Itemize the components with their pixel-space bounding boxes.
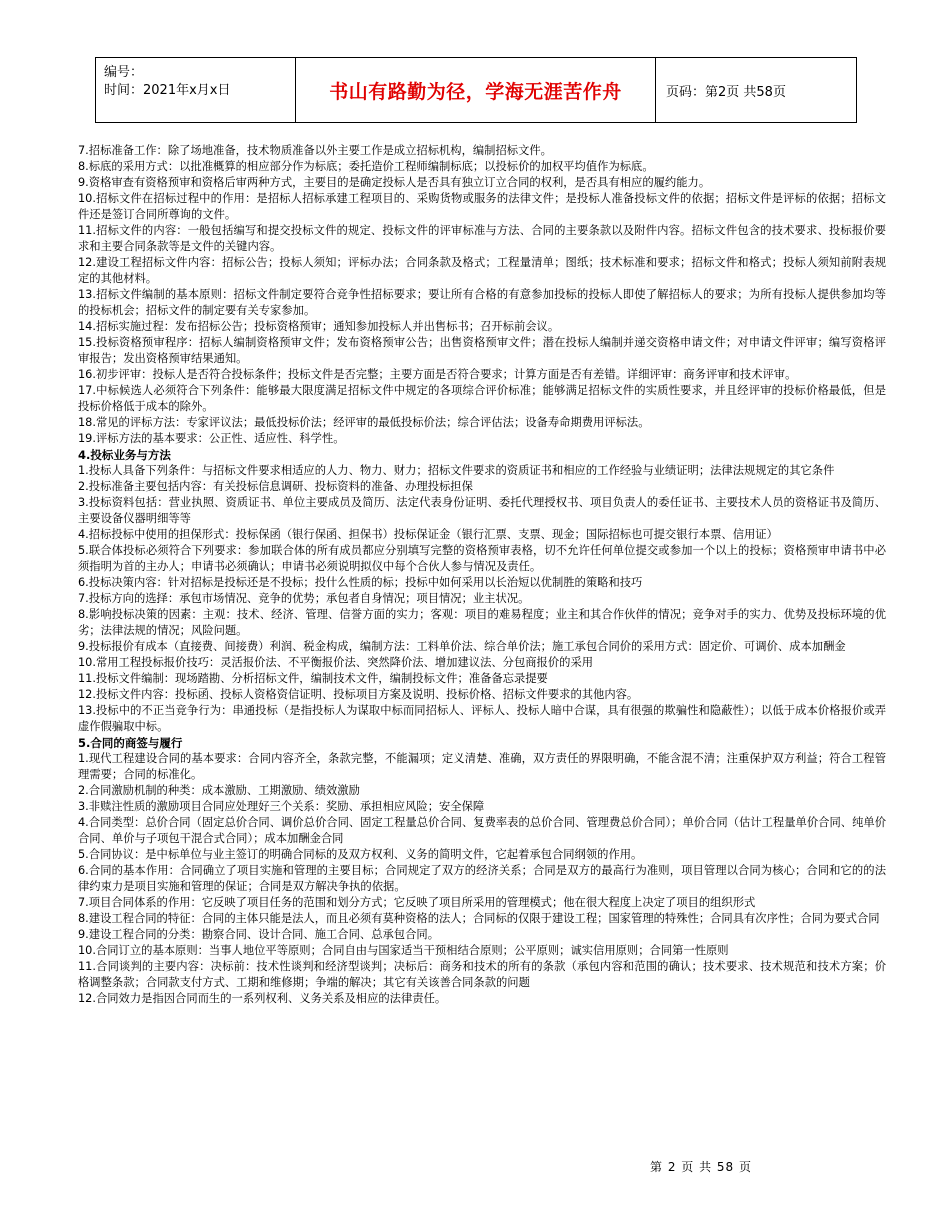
paragraph: 1.现代工程建设合同的基本要求：合同内容齐全，条款完整，不能漏项；定义清楚、准确，双方责任的界限明确，不能含混不清；注重保护双方利益；符合工程管理需要；合同的标准化。	[78, 752, 886, 781]
paragraph: 6.投标决策内容：针对招标是投标还是不投标；投什么性质的标；投标中如何采用以长治短以优制胜的策略和技巧	[78, 576, 643, 589]
paragraph: 10.招标文件在招标过程中的作用：是招标人招标承建工程项目的、采购货物或服务的法律文件；是投标人准备投标文件的依据；招标文件是评标的依据；招标文件还是签订合同所尊询的文件。	[78, 192, 886, 221]
paragraph: 13.投标中的不正当竞争行为：串通投标（是指投标人为谋取中标而同招标人、评标人、投标人暗中合谋，具有很强的欺骗性和隐蔽性）；以低于成本价格报价或弄虚作假骗取中标。	[78, 704, 886, 733]
paragraph: 12.投标文件内容：投标函、投标人资格资信证明、投标项目方案及说明、投标价格、招标文件要求的其他内容。	[78, 688, 639, 701]
paragraph: 2.投标准备主要包括内容：有关投标信息调研、投标资料的准备、办理投标担保	[78, 480, 473, 493]
paragraph: 8.建设工程合同的特征：合同的主体只能是法人，而且必须有莫种资格的法人；合同标的仅限于建设工程；国家管理的特殊性；合同具有次序性；合同为要式合同	[78, 912, 880, 925]
doc-code-label: 编号：	[104, 65, 144, 80]
paragraph: 16.初步评审：投标人是否符合投标条件；投标文件是否完整；主要方面是否符合要求；计算方面是否有差错。详细评审：商务评审和技术评审。	[78, 368, 797, 381]
paragraph: 10.合同订立的基本原则：当事人地位平等原则；合同自由与国家适当干预相结合原则；公平原则；诚实信用原则；合同第一性原则	[78, 944, 729, 957]
paragraph: 2.合同激励机制的种类：成本激励、工期激励、绩效激励	[78, 784, 360, 797]
paragraph: 7.投标方向的选择：承包市场情况、竞争的优势；承包者自身情况；项目情况；业主状况。	[78, 592, 530, 605]
doc-time-label: 时间：2021年x月x日	[104, 83, 231, 98]
paragraph: 4.招标投标中使用的担保形式：投标保函（银行保函、担保书）投标保证金（银行汇票、支票、现金；国际招标也可提交银行本票、信用证）	[78, 528, 778, 541]
section-heading: 5.合同的商签与履行	[78, 736, 183, 750]
paragraph: 4.合同类型：总价合同（固定总价合同、调价总价合同、固定工程量总价合同、复费率表的总价合同、管理费总价合同）；单价合同（估计工程量单价合同、纯单价合同、单价与子项包干混合式合同）；成本加酬金合同	[78, 816, 886, 845]
paragraph: 10.常用工程投标报价技巧：灵活报价法、不平衡报价法、突然降价法、增加建议法、分包商报价的采用	[78, 656, 594, 669]
paragraph: 12.建设工程招标文件内容：招标公告；投标人须知；评标办法；合同条款及格式；工程量清单；图纸；技术标准和要求；招标文件和格式；投标人须知前附表规定的其他材料。	[78, 256, 886, 285]
paragraph: 18.常见的评标方法：专家评议法；最低投标价法；经评审的最低投标价法；综合评估法；设备寿命期费用评标法。	[78, 416, 650, 429]
header-page-cell	[656, 58, 856, 122]
paragraph: 7.招标准备工作：除了场地准备，技术物质准备以外主要工作是成立招标机构，编制招标文件。	[78, 144, 552, 157]
header-motto-cell	[296, 58, 656, 122]
paragraph: 15.投标资格预审程序：招标人编制资格预审文件；发布资格预审公告；出售资格预审文件；潜在投标人编制并递交资格申请文件；对申请文件评审；编写资格评审报告；发出资格预审结果通知。	[78, 336, 886, 365]
paragraph: 6.合同的基本作用：合同确立了项目实施和管理的主要目标；合同规定了双方的经济关系；合同是双方的最高行为准则，项目管理以合同为核心；合同和它的的法律约束力是项目实施和管理的保证；合同是双方解决争执的依据。	[78, 864, 886, 893]
paragraph: 7.项目合同体系的作用：它反映了项目任务的范围和划分方式；它反映了项目所采用的管理模式；他在很大程度上决定了项目的组织形式	[78, 896, 756, 909]
paragraph: 8.影响投标决策的因素：主观：技术、经济、管理、信誉方面的实力；客观：项目的难易程度；业主和其合作伙伴的情况；竞争对手的实力、优势及投标环境的优劣；法律法规的情况；风险问题。	[78, 608, 886, 637]
paragraph: 9.投标报价有成本（直接费、间接费）利润、税金构成，编制方法：工料单价法、综合单价法；施工承包合同价的采用方式：固定价、可调价、成本加酬金	[78, 640, 846, 653]
paragraph: 11.投标文件编制：现场踏勘、分析招标文件，编制技术文件，编制投标文件；准备备忘录提要	[78, 672, 548, 685]
paragraph: 9.资格审查有资格预审和资格后审两种方式，主要目的是确定投标人是否具有独立订立合同的权利，是否具有相应的履约能力。	[78, 176, 711, 189]
paragraph: 17.中标候选人必须符合下列条件：能够最大限度满足招标文件中规定的各项综合评价标准；能够满足招标文件的实质性要求，并且经评审的投标价格最低，但是投标价格低于成本的除外。	[78, 384, 886, 413]
paragraph: 8.标底的采用方式：以批准概算的相应部分作为标底；委托造价工程师编制标底；以投标价的加权平均值作为标底。	[78, 160, 654, 173]
paragraph: 13.招标文件编制的基本原则：招标文件制定要符合竞争性招标要求；要让所有合格的有意参加投标的投标人即使了解招标人的要求；为所有投标人提供参加均等的投标机会；招标文件的制定要有关专家参加。	[78, 288, 886, 317]
paragraph: 11.招标文件的内容：一般包括编写和提交投标文件的规定、投标文件的评审标准与方法、合同的主要条款以及附件内容。招标文件包含的技术要求、投标报价要求和主要合同条款等是文件的关键内容。	[78, 224, 886, 253]
paragraph: 1.投标人具备下列条件：与招标文件要求相适应的人力、物力、财力；招标文件要求的资质证书和相应的工作经验与业绩证明；法律法规规定的其它条件	[78, 464, 835, 477]
header-motto: 书山有路勤为径，学海无涯苦作舟	[329, 80, 622, 103]
document-body	[78, 143, 886, 1007]
paragraph: 14.招标实施过程：发布招标公告；投标资格预审；通知参加投标人并出售标书；召开标前会议。	[78, 320, 560, 333]
paragraph: 11.合同谈判的主要内容：决标前：技术性谈判和经济型谈判；决标后：商务和技术的所有的条款（承包内容和范围的确认；技术要求、技术规范和技术方案；价格调整条款；合同款支付方式、工期和维修期；争端的解决；其它有关该善合同条款的问题	[78, 960, 886, 989]
paragraph: 3.非赎注性质的激励项目合同应处理好三个关系：奖励、承担相应风险；安全保障	[78, 800, 485, 813]
page-footer: 第 2 页 共 58 页	[650, 1160, 752, 1174]
paragraph: 5.联合体投标必须符合下列要求：参加联合体的所有成员都应分别填写完整的资格预审表格，切不允许任何单位提交或参加一个以上的投标；资格预审申请书中必须指明为首的主办人；申请书必须确认；申请书必须说明拟仪中每个合伙人参与情况及责任。	[78, 544, 886, 573]
paragraph: 19.评标方法的基本要求：公正性、适应性、科学性。	[78, 432, 345, 445]
header-meta	[96, 58, 296, 122]
section-heading: 4.投标业务与方法	[78, 448, 171, 462]
page-header	[95, 57, 857, 123]
paragraph: 9.建设工程合同的分类：勘察合同、设计合同、施工合同、总承包合同。	[78, 928, 439, 941]
paragraph: 3.投标资料包括：营业执照、资质证书、单位主要成员及简历、法定代表身份证明、委托代理授权书、项目负责人的委任证书、主要技术人员的资格证书及简历、主要设备仪器明细等等	[78, 496, 886, 525]
paragraph: 5.合同协议：是中标单位与业主签订的明确合同标的及双方权利、义务的简明文件，它起着承包合同纲领的作用。	[78, 848, 643, 861]
paragraph: 12.合同效力是指因合同而生的一系列权利、义务关系及相应的法律责任。	[78, 992, 447, 1005]
header-page-info: 页码：第2页 共58页	[666, 84, 786, 100]
